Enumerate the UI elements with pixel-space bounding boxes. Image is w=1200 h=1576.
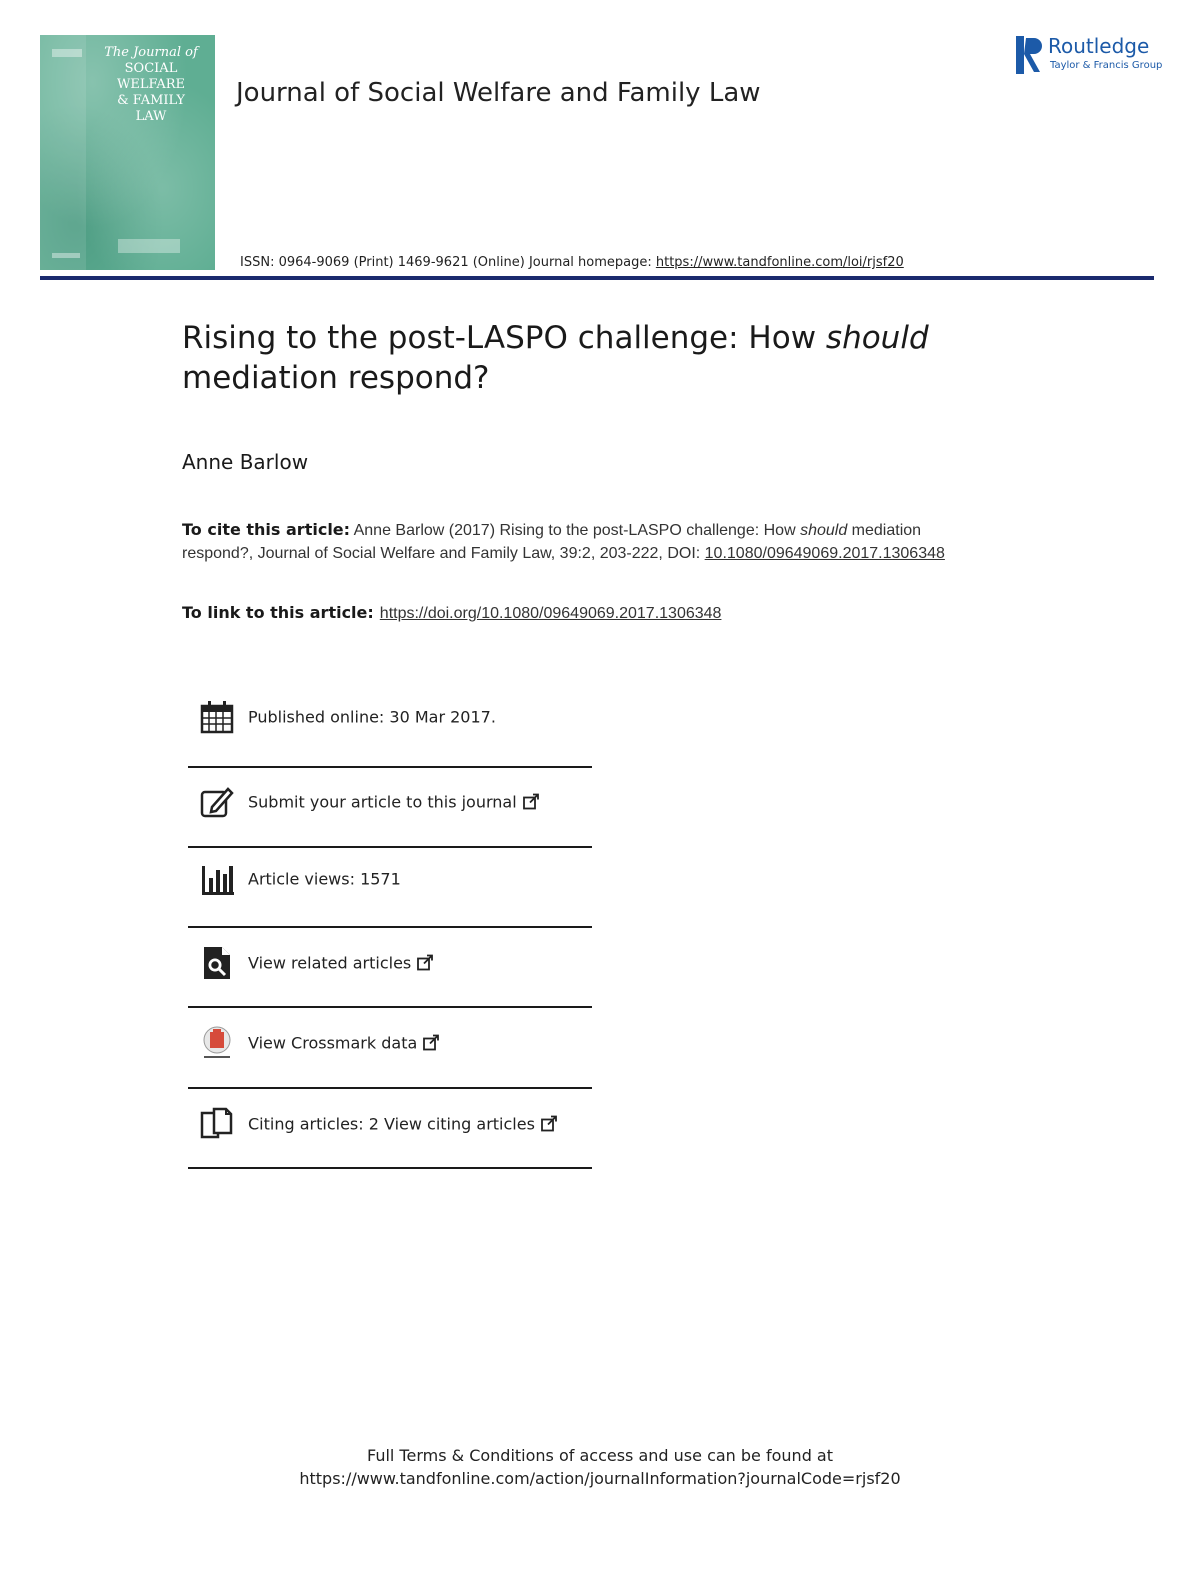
article-title-text: mediation respond?	[182, 360, 490, 396]
publisher-logo[interactable]	[1016, 34, 1166, 78]
cover-spine-strip	[40, 35, 86, 270]
cover-title-line: & FAMILY	[117, 93, 185, 108]
footer-terms-text: Full Terms & Conditions of access and use can be found at	[366, 1446, 834, 1465]
routledge-r-icon	[1016, 34, 1046, 78]
article-doi-link[interactable]: https://doi.org/10.1080/09649069.2017.1306348	[379, 605, 722, 622]
header-divider	[40, 276, 1154, 280]
journal-cover-image	[40, 35, 215, 270]
crossmark-row[interactable]	[188, 1004, 592, 1082]
cover-title-line: WELFARE	[116, 77, 186, 92]
citation-doi-link[interactable]: 10.1080/09649069.2017.1306348	[704, 545, 945, 562]
citation-text: mediation respond?, Journal of Social Welfare and Family Law, 39:2, 203-222, DOI:	[182, 522, 922, 562]
edit-icon	[200, 785, 234, 819]
published-online-row	[188, 678, 592, 756]
journal-homepage-link[interactable]: https://www.tandfonline.com/loi/rjsf20	[655, 255, 904, 270]
bar-chart-icon	[200, 862, 234, 896]
article-link-block	[182, 603, 721, 623]
submit-article-link[interactable]	[248, 793, 539, 812]
crossmark-label: View Crossmark data	[248, 1033, 418, 1053]
article-title	[182, 318, 1042, 398]
citing-articles-link[interactable]	[248, 1115, 557, 1134]
journal-title: Journal of Social Welfare and Family Law	[236, 78, 761, 108]
article-views-row	[188, 840, 592, 918]
crossmark-icon	[200, 1026, 234, 1060]
external-link-icon	[417, 955, 433, 971]
citation-block	[182, 518, 982, 565]
issn-line	[240, 255, 904, 270]
crossmark-link[interactable]	[248, 1034, 439, 1053]
publisher-name: Routledge	[1048, 34, 1150, 58]
external-link-icon	[523, 794, 539, 810]
issn-text: ISSN: 0964-9069 (Print) 1469-9621 (Online) Journal homepage:	[240, 255, 656, 270]
row-divider	[188, 1167, 592, 1169]
external-link-icon	[423, 1035, 439, 1051]
submit-article-row[interactable]	[188, 763, 592, 841]
cover-issn-mark	[52, 49, 82, 57]
cover-title-line: LAW	[135, 109, 167, 124]
document-search-icon	[200, 946, 234, 980]
external-link-icon	[541, 1116, 557, 1132]
cover-volume-mark	[52, 253, 80, 258]
footer-terms-url[interactable]: https://www.tandfonline.com/action/journalInformation?journalCode=rjsf20	[299, 1469, 901, 1488]
article-views-text: Article views: 1571	[248, 869, 401, 889]
related-articles-link[interactable]	[248, 954, 433, 973]
article-title-emphasis: should	[825, 320, 929, 356]
cover-title-line: SOCIAL	[124, 61, 178, 76]
published-online-text: Published online: 30 Mar 2017.	[248, 707, 496, 727]
article-author: Anne Barlow	[182, 450, 309, 474]
publisher-subtitle: Taylor & Francis Group	[1050, 60, 1163, 71]
calendar-icon	[200, 700, 234, 734]
copy-documents-icon	[200, 1107, 234, 1141]
related-articles-row[interactable]	[188, 924, 592, 1002]
citation-label: To cite this article:	[182, 520, 351, 539]
citation-text: Anne Barlow (2017) Rising to the post-LASPO challenge: How	[350, 522, 801, 539]
citing-articles-row[interactable]	[188, 1085, 592, 1163]
citing-articles-label: Citing articles: 2 View citing articles	[248, 1114, 535, 1134]
cover-title	[90, 45, 212, 125]
related-articles-label: View related articles	[248, 953, 412, 973]
cover-title-line: The Journal of	[104, 45, 198, 60]
submit-article-label: Submit your article to this journal	[248, 792, 517, 812]
article-link-label: To link to this article:	[182, 603, 374, 622]
citation-emphasis: should	[800, 522, 848, 539]
article-title-text: Rising to the post-LASPO challenge: How	[182, 320, 826, 356]
footer	[0, 1444, 1200, 1490]
cover-publisher-logo	[118, 239, 180, 253]
